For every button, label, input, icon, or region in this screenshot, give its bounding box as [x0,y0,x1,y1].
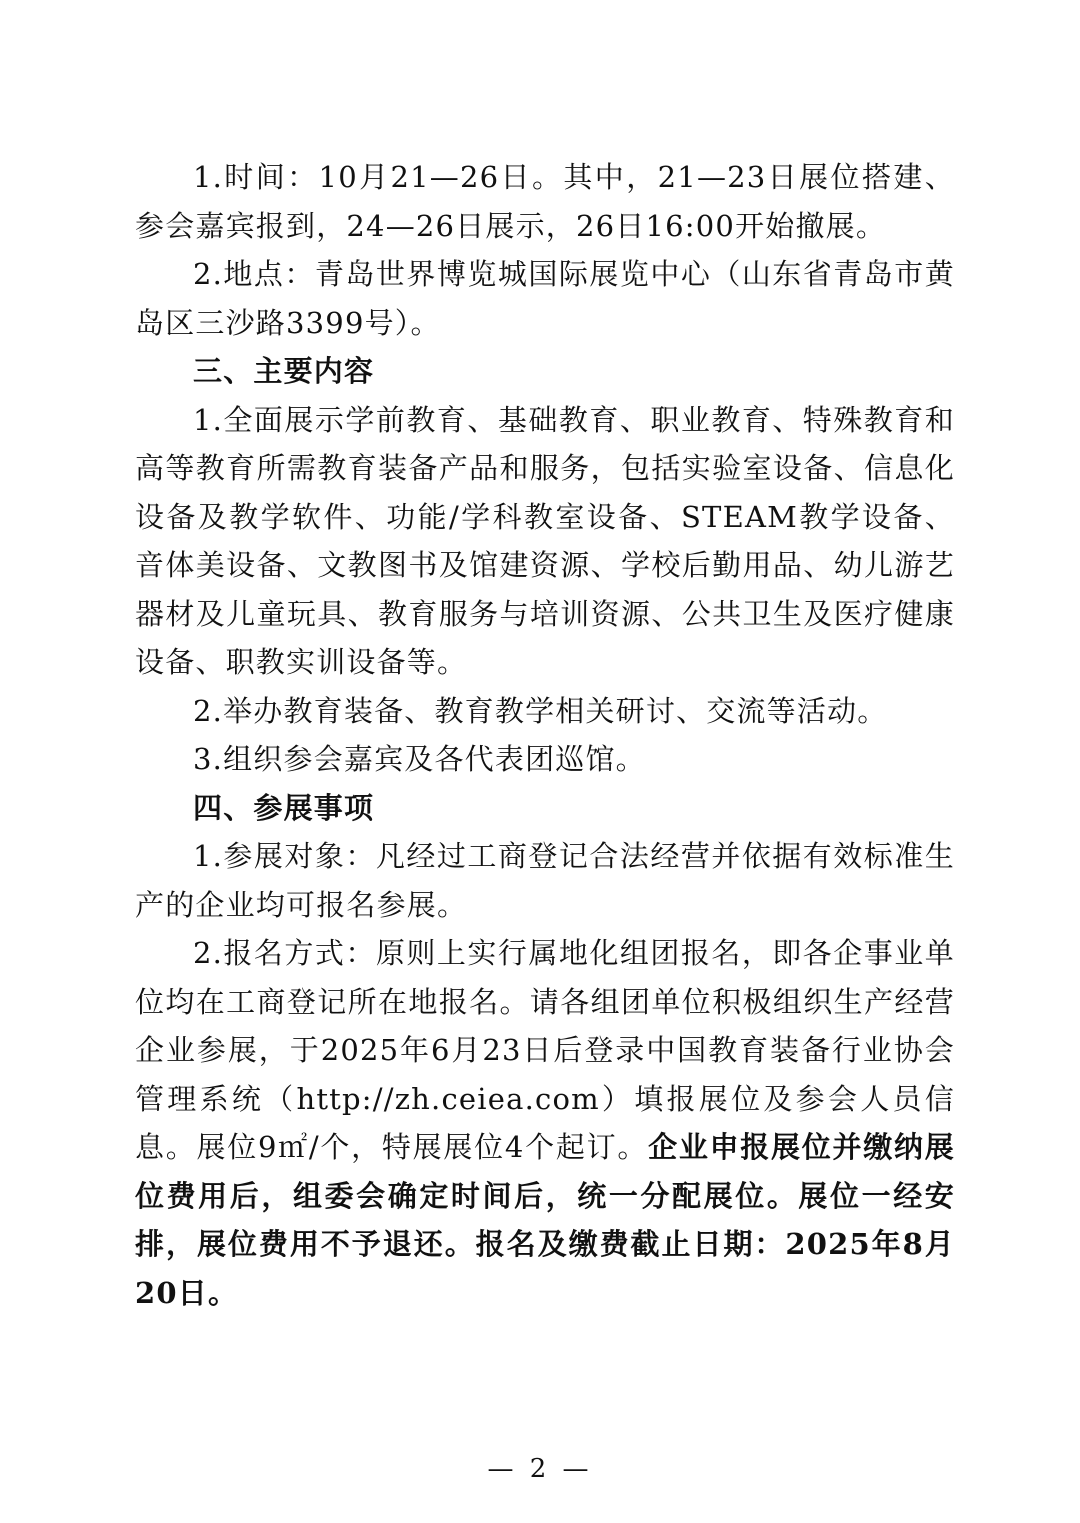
registration-text: 2.报名方式：原则上实行属地化组团报名，即各企事业单位均在工商登记所在地报名。请各组团单位积极组织生产经营企业参展，于2025年6月23日后登录中国教育装备行业协会管理系统（http://zh.ceiea.com）填报展位及参会人员信息。展位9㎡/个，特展展位4个起订。 [135,936,955,1164]
paragraph-exhibitors: 1.参展对象：凡经过工商登记合法经营并依据有效标准生产的企业均可报名参展。 [135,839,955,922]
paragraph-location: 2.地点：青岛世界博览城国际展览中心（山东省青岛市黄岛区三沙路3399号）。 [135,257,955,340]
paragraph-main-content-2: 2.举办教育装备、教育教学相关研讨、交流等活动。 [193,693,888,728]
paragraph-main-content-1: 1.全面展示学前教育、基础教育、职业教育、特殊教育和高等教育所需教育装备产品和服务，包括实验室设备、信息化设备及教学软件、功能/学科教室设备、STEAM教学设备、音体美设备、文教图书及馆建资源、学校后勤用品、幼儿游艺器材及儿童玩具、教育服务与培训资源、公共卫生及医疗健康设备、职教实训设备等。 [135,402,955,679]
paragraph-registration [135,929,955,1317]
section-heading-main-content: 三、主要内容 [193,354,375,388]
paragraph-time: 1.时间：10月21—26日。其中，21—23日展位搭建、参会嘉宾报到，24—26日展示，26日16:00开始撤展。 [135,160,955,243]
paragraph-main-content-3: 3.组织参会嘉宾及各代表团巡馆。 [193,742,646,776]
section-heading-exhibition-matters: 四、参展事项 [193,790,375,825]
registration-bold-notice: 企业申报展位并缴纳展位费用后，组委会确定时间后，统一分配展位。展位一经安排，展位费用不予退还。报名及缴费截止日期：2025年8月20日。 [135,1130,955,1310]
document-body [135,153,955,1317]
page-number: — 2 — [487,1454,593,1484]
